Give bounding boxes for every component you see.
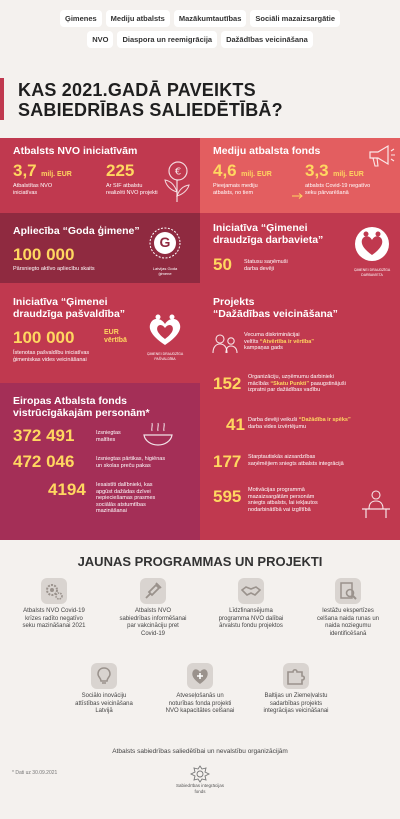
dazadiba-protection-value: 177 bbox=[213, 452, 242, 471]
programme-text bbox=[154, 693, 246, 716]
dazadiba-trainees-desc-1: Organizāciju, uzņēmumu darbinieki bbox=[248, 374, 334, 380]
nvo-stat-amount bbox=[13, 162, 72, 181]
goda-value: 100 000 bbox=[13, 245, 75, 264]
programme-text-4: Covid-19 bbox=[140, 630, 165, 637]
programme-item bbox=[250, 663, 342, 716]
programme-item bbox=[58, 663, 150, 716]
dazadiba-protection-desc-1: Starptautiskās aizsardzības bbox=[248, 454, 316, 460]
programme-item bbox=[205, 578, 297, 631]
pasvaldiba-heading-1: Iniciatīva “Ģimenei bbox=[13, 296, 108, 308]
programme-text bbox=[58, 693, 150, 716]
eaf-meals-desc bbox=[96, 430, 121, 443]
pasvaldiba-desc-2: ģimeniskas vides veicināšanai bbox=[13, 356, 87, 363]
darbavieta-desc-2: darba devēji bbox=[244, 265, 274, 272]
nvo-projects-desc bbox=[106, 183, 158, 196]
dazadiba-employers-value: 41 bbox=[226, 415, 245, 434]
media-covid-desc bbox=[305, 183, 370, 196]
sif-logo-text bbox=[150, 783, 250, 794]
nvo-projects-desc-1: Ar SIF atbalstu bbox=[106, 183, 143, 189]
tag-row-1 bbox=[0, 10, 400, 27]
dazadiba-campaign bbox=[244, 332, 314, 352]
dazadiba-employers-desc bbox=[248, 417, 351, 430]
media-total-desc bbox=[213, 183, 258, 196]
nvo-support-panel bbox=[0, 138, 200, 213]
darbavieta-desc-1: Statusu saņēmuši bbox=[244, 259, 288, 265]
programme-text bbox=[302, 608, 394, 638]
eaf-heading-1: Eiropas Atbalsta fonds bbox=[13, 395, 127, 407]
media-stat-total bbox=[213, 162, 272, 181]
media-covid-desc-1: atbalsts Covid-19 negatīvo bbox=[305, 183, 371, 189]
media-total-value: 4,6 bbox=[213, 161, 237, 180]
programme-text-2: krīzes radīto negatīvo bbox=[25, 615, 83, 622]
pasvaldiba-heading-2: draudzīga pašvaldība” bbox=[13, 308, 126, 320]
sif-logo-text-2: fonds bbox=[194, 788, 206, 794]
goda-logo-text bbox=[145, 266, 185, 276]
dazadiba-trainees-value: 152 bbox=[213, 374, 242, 393]
eaf-meals-value: 372 491 bbox=[13, 426, 75, 445]
dazadiba-panel bbox=[200, 283, 400, 540]
programme-text-1: Atveseļošanās un bbox=[176, 693, 224, 699]
tag-mediju-atbalsts[interactable]: Mediju atbalsts bbox=[106, 10, 170, 27]
darbavieta-logo bbox=[350, 225, 394, 277]
programme-item bbox=[302, 578, 394, 638]
desk-person-icon bbox=[360, 489, 392, 524]
programme-text-4: identificēšanā bbox=[329, 630, 367, 637]
megaphone-icon bbox=[366, 142, 396, 175]
programme-item bbox=[154, 663, 246, 716]
people-icon bbox=[211, 333, 239, 360]
dazadiba-motivation-desc-4: nodarbinātībā vai izglītībā bbox=[248, 506, 311, 513]
pasvaldiba-logo-text bbox=[140, 352, 190, 361]
tag-mazakumtautibas[interactable]: Mazākumtautības bbox=[174, 10, 247, 27]
dazadiba-trainees-desc-2a: mācībās bbox=[248, 380, 271, 387]
dazadiba-motivation-desc-1: Motivācijas programmā bbox=[248, 487, 305, 493]
arrow-icon bbox=[292, 186, 304, 204]
footnote: * Dati uz 30.09.2021 bbox=[12, 770, 58, 776]
programme-text-3: par vakcināciju pret bbox=[127, 623, 179, 629]
media-fund-panel bbox=[200, 138, 400, 213]
page-title-line2: SABIEDRĪBAS SALIEDĒTĪBĀ? bbox=[18, 100, 283, 120]
handshake-icon bbox=[238, 578, 264, 604]
programme-text-1: Iestāžu ekspertīzes bbox=[322, 608, 374, 614]
page-title bbox=[18, 80, 283, 120]
dazadiba-heading-1: Projekts bbox=[213, 296, 255, 308]
eaf-packages-value: 472 046 bbox=[13, 452, 75, 471]
food-bowl-icon bbox=[140, 421, 176, 452]
magnifier-doc-icon bbox=[335, 578, 361, 604]
eaf-meals-desc-2: maltītes bbox=[96, 436, 116, 443]
nvo-projects-value: 225 bbox=[106, 161, 135, 180]
programme-text-1: Sociālo inovāciju bbox=[81, 693, 127, 699]
pasvaldiba-unit-2: vērtībā bbox=[104, 337, 127, 344]
dazadiba-employers-desc-1 bbox=[248, 417, 351, 424]
programme-text-3: naida noziegumu bbox=[325, 623, 371, 629]
tag-nvo[interactable]: NVO bbox=[87, 31, 113, 48]
eaf-heading bbox=[13, 395, 150, 419]
svg-text:€: € bbox=[174, 166, 182, 178]
dazadiba-trainees-desc-3: izpratni par dažādības vadību bbox=[248, 387, 321, 393]
programme-text bbox=[107, 608, 199, 638]
media-covid-unit: milj. EUR bbox=[333, 171, 364, 178]
darbavieta-logo-text bbox=[350, 268, 394, 277]
darbavieta-panel bbox=[200, 213, 400, 283]
programme-text bbox=[8, 608, 100, 631]
programme-text-3: seku mazināšanai 2021 bbox=[22, 623, 86, 629]
programme-text bbox=[250, 693, 342, 716]
goda-gimene-panel bbox=[0, 213, 200, 283]
goda-desc: Pārsniegto aktīvo apliecību skaits bbox=[13, 266, 95, 272]
pasvaldiba-unit bbox=[104, 329, 127, 345]
footer-tagline: Atbalsts sabiedrības saliedētībai un nevalstību organizācijām bbox=[112, 748, 288, 755]
eaf-packages-desc-1: Izsniegtas pārtikas, higiēnas bbox=[96, 456, 166, 462]
programme-item bbox=[8, 578, 100, 631]
family-heart-icon bbox=[140, 313, 190, 347]
pasvaldiba-logo bbox=[140, 313, 190, 361]
tag-sociali-mazaizsargatie[interactable]: Sociāli mazaizsargātie bbox=[250, 10, 340, 27]
pasvaldiba-panel bbox=[0, 283, 200, 383]
eaf-meals-desc-1: Izsniegtas bbox=[96, 430, 121, 436]
eaf-participants-desc-1: Iesaistīti dalībnieki, kas bbox=[96, 482, 153, 488]
dazadiba-heading-2: “Dažādības veicināšana” bbox=[213, 308, 338, 320]
media-stat-covid bbox=[305, 162, 364, 181]
dazadiba-campaign-2h: “Atvērtība ir vērtība” bbox=[259, 338, 315, 345]
media-total-desc-1: Pieejamais mediju bbox=[213, 183, 258, 189]
eaf-participants-desc-3: nepieciešamas prasmes bbox=[96, 495, 156, 501]
programme-text-3: ārvalstu fondu projektos bbox=[219, 623, 283, 629]
page-title-line1: KAS 2021.GADĀ PAVEIKTS bbox=[18, 80, 256, 100]
media-covid-desc-2: seku pārvarēšanā bbox=[305, 189, 349, 196]
darbavieta-heading bbox=[213, 222, 323, 246]
syringe-icon bbox=[140, 578, 166, 604]
dazadiba-protection-desc-2: saņēmējiem sniegts atbalsts integrācijā bbox=[248, 460, 344, 467]
gears-icon bbox=[41, 578, 67, 604]
puzzle-icon bbox=[283, 663, 309, 689]
pasvaldiba-desc-1: Īstenotas pašvaldību iniciatīvas bbox=[13, 350, 90, 356]
media-total-desc-2: atbalsts, no tiem bbox=[213, 189, 254, 196]
goda-heading: Apliecība “Goda ģimene” bbox=[13, 225, 140, 237]
category-tags bbox=[0, 10, 400, 52]
dazadiba-employers-desc-2: darba vides izvērtējumu bbox=[248, 423, 307, 430]
dazadiba-campaign-2a: veltīts bbox=[244, 338, 260, 345]
nvo-amount-value: 3,7 bbox=[13, 161, 37, 180]
goda-logo-text-1: Latvijas Goda bbox=[152, 266, 178, 271]
darbavieta-value: 50 bbox=[213, 255, 232, 274]
tag-row-2 bbox=[0, 31, 400, 48]
dazadiba-heading bbox=[213, 296, 338, 320]
nvo-amount-desc bbox=[13, 183, 52, 196]
programme-item bbox=[107, 578, 199, 638]
programme-text-3: integrācijas veicināšanai bbox=[263, 708, 329, 714]
eaf-participants-desc bbox=[96, 482, 155, 515]
eaf-heading-2: vistrūcīgākajām personām* bbox=[13, 407, 150, 419]
pasvaldiba-desc bbox=[13, 350, 89, 363]
programme-text-2: attīstības veicināšana bbox=[75, 700, 133, 707]
pasvaldiba-logo-text-1: ĢIMENEI DRAUDZĪGA bbox=[146, 352, 184, 356]
programme-text bbox=[205, 608, 297, 631]
eaf-participants-value: 4194 bbox=[48, 480, 86, 499]
dazadiba-employers-desc-1a: Darba devēji veikuši bbox=[248, 417, 299, 423]
tag-dazadibas-veicinasana[interactable]: Dažādības veicināšana bbox=[221, 31, 313, 48]
programme-text-2: sabiedrības informēšanai bbox=[119, 615, 187, 622]
media-total-unit: milj. EUR bbox=[241, 171, 272, 178]
darbavieta-logo-text-1: ĢIMENEI DRAUDZĪGA bbox=[353, 268, 391, 272]
nvo-amount-desc-2: iniciatīvas bbox=[13, 189, 38, 196]
programme-text-1: Līdzfinansējuma bbox=[229, 608, 273, 614]
dazadiba-motivation-desc bbox=[248, 487, 318, 513]
nvo-amount-desc-1: Atbalstītas NVO bbox=[13, 183, 53, 189]
nvo-projects-desc-2: realizēti NVO projekti bbox=[106, 189, 158, 196]
programme-text-2: noturības fonda projekti bbox=[168, 700, 232, 707]
darbavieta-logo-text-2: DARBAVIETA bbox=[361, 272, 383, 277]
programme-text-1: Baltijas un Ziemeļvalstu bbox=[264, 693, 328, 699]
programme-text-3: NVO kapacitātes celšanai bbox=[165, 708, 235, 714]
title-accent-bar bbox=[0, 78, 4, 120]
tag-gimenes[interactable]: Ģimenes bbox=[60, 10, 102, 27]
darbavieta-desc bbox=[244, 259, 288, 272]
goda-logo-letter: G bbox=[159, 234, 171, 250]
pasvaldiba-heading bbox=[13, 296, 125, 320]
programme-text-2: programma NVO dalībai bbox=[218, 615, 284, 622]
eaf-packages-desc-2: un skolas preču pakas bbox=[96, 462, 151, 469]
pasvaldiba-value: 100 000 bbox=[13, 328, 75, 347]
dazadiba-trainees-desc-2b: paaugstinājuši bbox=[309, 380, 346, 387]
dazadiba-trainees-desc-2h: “Skatu Punkti” bbox=[270, 380, 310, 387]
new-programmes-title: JAUNAS PROGRAMMAS UN PROJEKTI bbox=[77, 554, 323, 569]
tag-diaspora[interactable]: Diaspora un reemigrācija bbox=[117, 31, 217, 48]
media-covid-value: 3,3 bbox=[305, 161, 329, 180]
eaf-packages-desc bbox=[96, 456, 165, 469]
dazadiba-trainees-desc bbox=[248, 374, 346, 394]
programme-text-3: Latvijā bbox=[95, 708, 113, 714]
dazadiba-employers-desc-1h: “Dažādība ir spēks” bbox=[298, 417, 351, 423]
eaf-participants-desc-5: mazināšanai bbox=[96, 508, 127, 514]
family-heart-icon bbox=[350, 225, 394, 263]
pasvaldiba-logo-text-2: PAŠVALDĪBA bbox=[154, 356, 176, 361]
lightbulb-icon bbox=[91, 663, 117, 689]
sif-logo-text-1: Sabiedrības integrācijas bbox=[175, 783, 225, 788]
nvo-heading: Atbalsts NVO iniciatīvām bbox=[13, 145, 138, 157]
eaf-participants-desc-4: sociālās atstumtības bbox=[96, 501, 146, 508]
dazadiba-protection-desc bbox=[248, 454, 344, 467]
programme-text-1: Atbalsts NVO bbox=[134, 608, 171, 614]
dazadiba-campaign-1: Vecuma diskriminācijai bbox=[244, 332, 300, 338]
dazadiba-motivation-desc-2: mazaizsargātām personām bbox=[248, 493, 315, 500]
goda-logo-text-2: ģimene bbox=[158, 271, 172, 276]
darbavieta-heading-1: Iniciatīva “Ģimenei bbox=[213, 222, 308, 234]
goda-gimene-logo bbox=[145, 225, 185, 276]
pasvaldiba-unit-1: EUR bbox=[104, 329, 119, 336]
programme-text-2: sadarbības projekts bbox=[269, 700, 323, 707]
programme-text-1: Atbalsts NVO Covid-19 bbox=[23, 608, 85, 614]
programme-text-2: celšana naida runas un bbox=[316, 615, 380, 622]
darbavieta-heading-2: draudzīga darbavieta” bbox=[213, 234, 324, 246]
media-heading: Mediju atbalsta fonds bbox=[213, 145, 321, 157]
dazadiba-campaign-3: kampaņas gads bbox=[244, 345, 283, 351]
heart-plus-icon bbox=[187, 663, 213, 689]
dazadiba-motivation-value: 595 bbox=[213, 487, 242, 506]
nvo-amount-unit: milj. EUR bbox=[41, 171, 72, 178]
eaf-panel bbox=[0, 383, 200, 540]
euro-plant-icon bbox=[160, 160, 194, 209]
dazadiba-motivation-desc-3: sniegts atbalsts, lai iekļautos bbox=[248, 500, 318, 506]
eaf-participants-desc-2: apgūst dažādas dzīvei bbox=[96, 488, 151, 495]
